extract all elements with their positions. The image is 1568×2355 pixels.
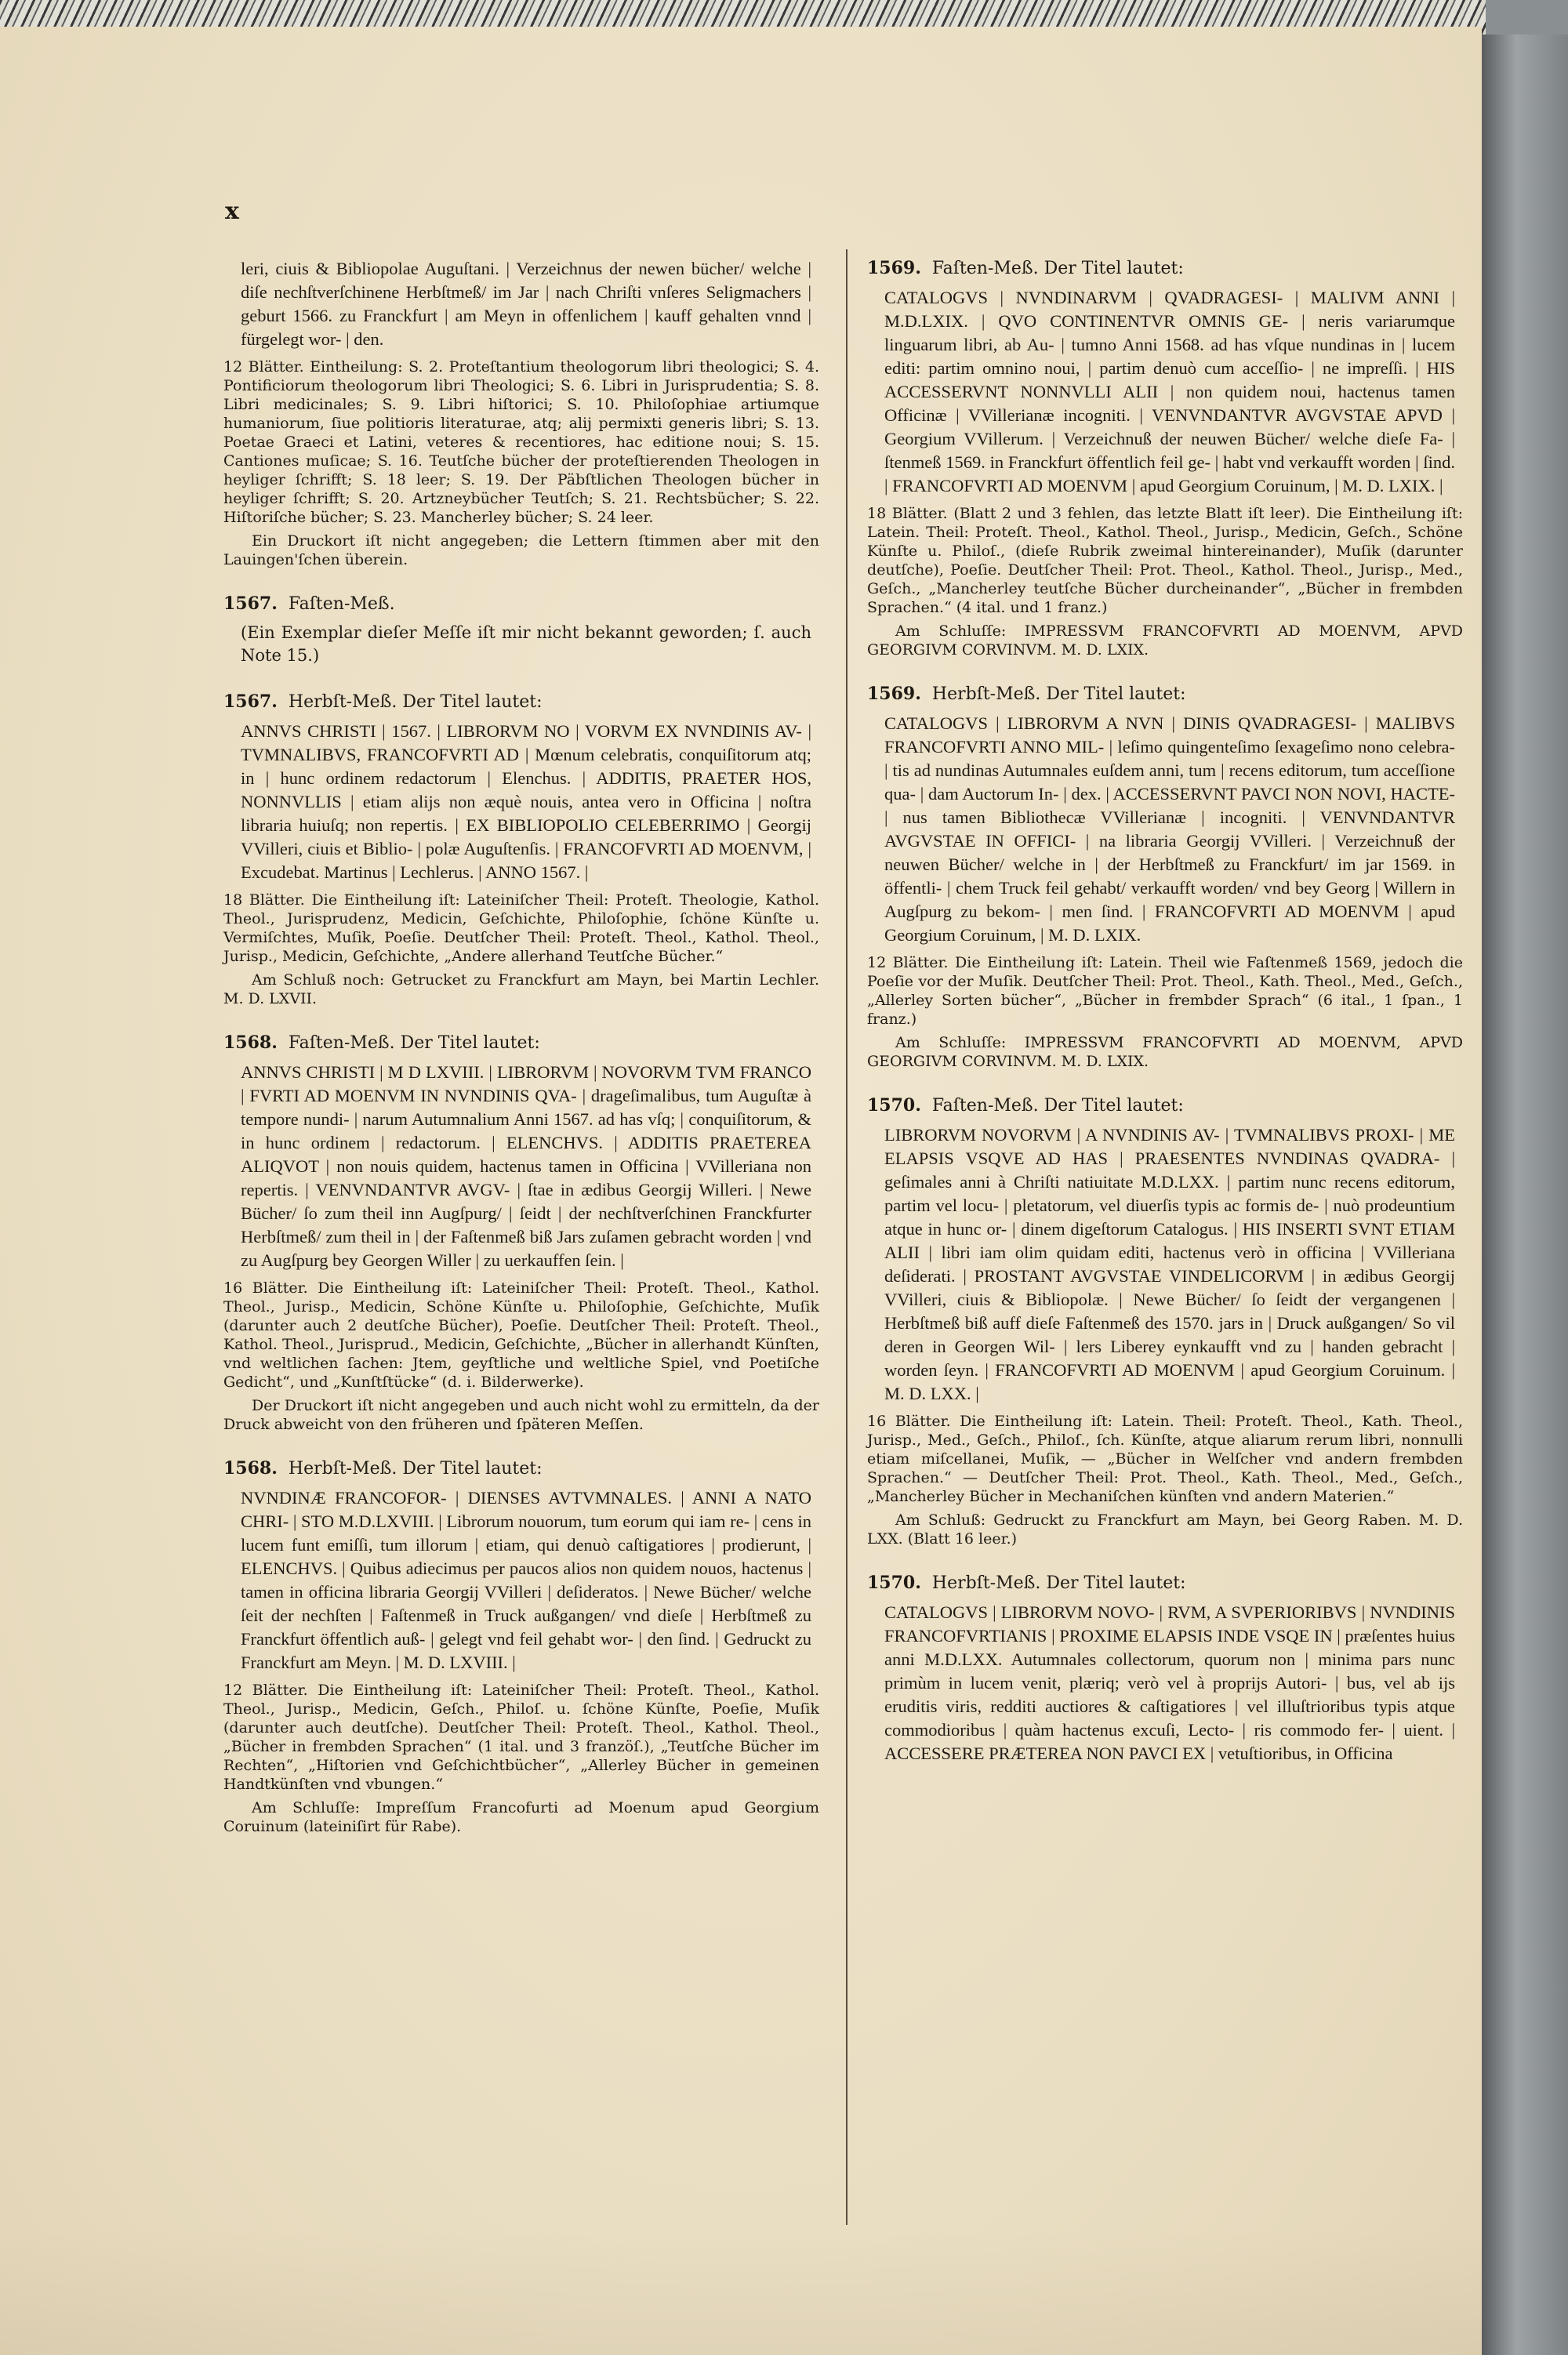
intro-note: Ein Druckort iſt nicht angegeben; die Lettern ſtimmen aber mit den Lauingen'ſchen überein. <box>223 532 819 568</box>
entry-description: 16 Blätter. Die Eintheilung iſt: Latein. Theil: Proteſt. Theol., Kath. Theol., Jurisp., Med., Geſch., Philoſ., ſch. Künſte, atque aliarum rerum libri, nonnulli etiam miſcellanei, Muſik, — „Bücher in Welſcher vnd andern frembden Sprachen.“ — Deutſcher Theil: Prot. Theol., Kath. Theol., Med., Geſch., „Mancherley Bücher in Mechaniſchen künſten vnd andern Materien.“ <box>867 1413 1463 1505</box>
entry-year: 1569. <box>867 684 921 704</box>
entry-title: CATALOGVS | LIBRORVM A NVN | DINIS QVADRAGESI- | MALIBVS FRANCOFVRTI ANNO MIL- | leſimo quingenteſimo ſexageſimo nono celebra- | tis ad nundinas Autumnales euſdem anni, tum | recens editorum, tum acceſſione qua- | dam Auctorum In- | dex. | ACCESSERVNT PAVCI NON NOVI, HACTE- | nus tamen Bibliothecæ VVillerianæ | incogniti. | VENVNDANTVR AVGVSTAE IN OFFICI- | na libraria Georgij VVilleri. | Verzeichnuß der neuwen Bücher/ welche in | der Herbſtmeß zu Franckfurt/ im jar 1569. in öffentli- | chem Truck feil gehabt/ verkaufft worden/ vnd bey Georg | Willern in Augſpurg zu bekom- | men ſind. | FRANCOFVRTI AD MOENVM | apud Georgium Coruinum, | M. D. LXIX. <box>884 713 1455 945</box>
entry-label: Faſten-Meß. Der Titel lautet: <box>288 1033 540 1053</box>
column-divider <box>846 249 848 2225</box>
entry-heading <box>223 1457 819 1480</box>
catalog-entry <box>223 1032 819 1434</box>
entry-heading <box>223 691 819 713</box>
catalog-entry <box>223 691 819 1008</box>
entry-note: Am Schluſſe: IMPRESSVM FRANCOFVRTI AD MOENVM, APVD GEORGIVM CORVINVM. M. D. LXIX. <box>867 1034 1463 1070</box>
entry-year: 1567. <box>223 593 278 614</box>
entry-label: Herbſt-Meß. Der Titel lautet: <box>288 692 543 712</box>
entry-description: 12 Blätter. Die Eintheilung iſt: Latein. Theil wie Faſtenmeß 1569, jedoch die Poeſie vor der Muſik. Deutſcher Theil: Prot. Theol., Kath. Theol., Med., Geſch., „Allerley Sorten bücher“, „Bücher in frembder Sprach“ (6 ital., 1 ſpan., 1 franz.) <box>867 954 1463 1028</box>
entry-title: CATALOGVS | NVNDINARVM | QVADRAGESI- | MALIVM ANNI | M.D.LXIX. | QVO CONTINENTVR OMNIS GE- | neris variarumque linguarum libri, ab Au- | tumno Anni 1568. ad has vſque nundinas in | lucem editi: partim omnino noui, | partim denuò cum acceſſio- | ne impreſſi. | HIS ACCESSERVNT NONNVLLI ALII | non quidem noui, hactenus tamen Officinæ | VVillerianæ incogniti. | VENVNDANTVR AVGVSTAE APVD | Georgium VVillerum. | Verzeichnuß der neuwen Bücher/ welche dieſe Fa- | ſtenmeß 1569. in Franckfurt öffentlich feil ge- | habt vnd verkaufft worden | ſind. | FRANCOFVRTI AD MOENVM | apud Georgium Coruinum, | M. D. LXIX. | <box>884 288 1455 495</box>
entry-label: Herbſt-Meß. Der Titel lautet: <box>931 1573 1186 1593</box>
catalog-entry <box>223 593 819 667</box>
entry-note: Der Druckort iſt nicht angegeben und auch nicht wohl zu ermitteln, da der Druck abweicht von den früheren und ſpäteren Meſſen. <box>223 1397 819 1433</box>
catalog-entry <box>867 1572 1463 1765</box>
catalog-entry <box>867 1094 1463 1548</box>
entry-year: 1568. <box>223 1032 278 1053</box>
entry-year: 1570. <box>867 1095 921 1116</box>
entry-year: 1568. <box>223 1458 278 1479</box>
entry-year: 1567. <box>223 691 278 712</box>
intro-title-text: leri, ciuis & Bibliopolae Auguſtani. | Verzeichnus der newen bücher/ welche | diſe nechſtverſchinene Herbſtmeß/ im Jar | nach Chriſti vnſeres Seligmachers | geburt 1566. zu Franckfurt | am Meyn in offenlichem | kauff gehalten vnnd | fürgelegt wor- | den. <box>241 259 811 349</box>
entry-heading <box>867 1572 1463 1595</box>
entry-label: Herbſt-Meß. Der Titel lautet: <box>931 684 1186 704</box>
page-bottom-shadow <box>0 2230 1482 2355</box>
entry-heading <box>223 593 819 615</box>
entry-description: 18 Blätter. (Blatt 2 und 3 fehlen, das letzte Blatt iſt leer). Die Eintheilung iſt: Latein. Theil: Proteſt. Theol., Kathol. Theol., Jurisp., Medicin, Geſch., Schöne Künſte u. Philoſ., (dieſe Rubrik zweimal hintereinander), Muſik (darunter deutſche), Poeſie. Deutſcher Theil: Prot. Theol., Kathol. Theol., Jurisp., Med., Geſch., „Mancherley teutſche Bücher durcheinander“, „Bücher in frembden Sprachen.“ (4 ital. und 1 franz.) <box>867 505 1463 616</box>
entry-label: Faſten-Meß. <box>288 594 395 614</box>
entry-label: Faſten-Meß. Der Titel lautet: <box>931 259 1184 278</box>
entry-description: 12 Blätter. Die Eintheilung iſt: Lateiniſcher Theil: Proteſt. Theol., Kathol. Theol., Jurisp., Medicin, Geſch., Philoſ. u. ſchöne Künſte, Poeſie, Muſik (darunter auch deutſche). Deutſcher Theil: Proteſt. Theol., Kathol. Theol., „Bücher in frembden Sprachen“ (1 ital. und 3 franzöſ.), „Teutſche Bücher im Rechten“, „Hiſtorien vnd Geſchichtbücher“, „Allerley Bücher in gemeinen Handtkünſten vnd vbungen.“ <box>223 1682 819 1793</box>
entry-note: Am Schluſſe: Impreſſum Francofurti ad Moenum apud Georgium Coruinum (lateiniſirt für Rabe). <box>223 1799 819 1835</box>
entry-year: 1570. <box>867 1573 921 1593</box>
entry-label: Faſten-Meß. Der Titel lautet: <box>931 1096 1184 1116</box>
right-column <box>867 257 1463 1789</box>
entry-year: 1569. <box>867 258 921 278</box>
entry-note: Am Schluſſe: IMPRESSVM FRANCOFVRTI AD MOENVM, APVD GEORGIVM CORVINVM. M. D. LXIX. <box>867 622 1463 659</box>
entry-title: CATALOGVS | LIBRORVM NOVO- | RVM, A SVPERIORIBVS | NVNDINIS FRANCOFVRTIANIS | PROXIME ELAPSIS INDE VSQE IN | præſentes huius anni M.D.LXX. Autumnales collectorum, quorum non | minima pars nunc primùm in lucem venit, plæriq; verò vel à proprijs Autori- | bus, vel ab ijs eruditis viris, redditi auctiores & caſtigatiores | vel illuſtrioribus typis atque commodioribus | quàm hactenus excuſi, Lecto- | ris commodo fer- | uient. | ACCESSERE PRÆTEREA NON PAVCI EX | vetuſtioribus, in Officina <box>884 1602 1455 1763</box>
page-number: x <box>225 198 239 225</box>
left-column <box>223 257 819 1860</box>
entry-description: 16 Blätter. Die Eintheilung iſt: Lateiniſcher Theil: Proteſt. Theol., Kathol. Theol., Jurisp., Medicin, Schöne Künſte u. Philoſophie, Geſchichte, Muſik (darunter auch 2 deutſche Bücher), Poeſie. Deutſcher Theil: Proteſt. Theol., Kathol. Theol., Jurisprud., Medicin, Geſchichte, „Bücher in allerhandt Künſten, vnd weltlichen ſachen: Jtem, geyſtliche und weltliche Spiel, vnd Poetiſche Gedicht“, und „Kunſtſtücke“ (d. i. Bilderwerke). <box>223 1279 819 1391</box>
entry-heading <box>867 257 1463 280</box>
entry-label: Herbſt-Meß. Der Titel lautet: <box>288 1459 543 1479</box>
entry-title: ANNVS CHRISTI | 1567. | LIBRORVM NO | VORVM EX NVNDINIS AV- | TVMNALIBVS, FRANCOFVRTI AD | Mœnum celebratis, conquiſitorum atq; in | hunc ordinem redactorum | Elenchus. | ADDITIS, PRAETER HOS, NONNVLLIS | etiam alijs non æquè nouis, antea vero in Officina | noſtra libraria huiuſq; non repertis. | EX BIBLIOPOLIO CELEBERRIMO | Georgij VVilleri, ciuis et Biblio- | polæ Auguſtenſis. | FRANCOFVRTI AD MOENVM, | Excudebat. Martinus | Lechlerus. | ANNO 1567. | <box>241 721 811 882</box>
entry-heading <box>867 683 1463 706</box>
intro-entry <box>223 257 819 569</box>
entry-note: Am Schluß: Gedruckt zu Franckfurt am Mayn, bei Georg Raben. M. D. LXX. (Blatt 16 leer.) <box>867 1511 1463 1548</box>
entry-lead: (Ein Exemplar dieſer Meſſe iſt mir nicht bekannt geworden; ſ. auch Note 15.) <box>241 623 811 665</box>
catalog-entry <box>867 683 1463 1071</box>
entry-title: NVNDINÆ FRANCOFOR- | DIENSES AVTVMNALES. | ANNI A NATO CHRI- | STO M.D.LXVIII. | Librorum nouorum, tum eorum qui iam re- | cens in lucem funt emiſſi, tum illorum | etiam, qui denuò caſtigatiores | prodierunt, | ELENCHVS. | Quibus adiecimus per paucos alios non quidem nouos, hactenus | tamen in officina libraria Georgij VVilleri | deſideratos. | Newe Bücher/ welche ſeit der nechſten | Faſtenmeß in Truck außgangen/ vnd dieſe | Herbſtmeß zu Franckfurt öffentlich auß- | gelegt vnd feil gehabt wor- | den ſind. | Gedruckt zu Franckfurt am Meyn. | M. D. LXVIII. | <box>241 1488 811 1672</box>
book-edge <box>1482 34 1568 2355</box>
entry-description: 18 Blätter. Die Eintheilung iſt: Lateiniſcher Theil: Proteſt. Theologie, Kathol. Theol., Jurisprudenz, Medicin, Geſchichte, Philoſophie, ſchöne Künſte u. Vermiſchtes, Muſik, Poeſie. Deutſcher Theil: Proteſt. Theol., Kathol. Theol., Jurisp., Medicin, Geſchichte, „Andere allerhand Teutſche Bücher.“ <box>223 891 819 965</box>
catalog-entry <box>223 1457 819 1836</box>
entry-title: LIBRORVM NOVORVM | A NVNDINIS AV- | TVMNALIBVS PROXI- | ME ELAPSIS VSQVE AD HAS | PRAESENTES NVNDINAS QVADRA- | geſimales anni à Chriſti natiuitate M.D.LXX. | partim nunc recens editorum, partim vel locu- | pletatorum, vel diuerſis typis ac formis de- | nuò prodeuntium atque in hunc or- | dinem digeſtorum Catalogus. | HIS INSERTI SVNT ETIAM ALII | libri iam olim quidam editi, hactenus verò in officina | VVilleriana deſiderati. | PROSTANT AVGVSTAE VINDELICORVM | in ædibus Georgij VVilleri, ciuis & Bibliopolæ. | Newe Bücher/ ſo ſeidt der vergangenen | Herbſtmeß biß auff dieſe Faſtenmeß des 1570. jars in | Druck außgangen/ So vil deren in Georgen Wil- | lers Liberey eynkaufft vnd zu | handen gebracht | worden ſeyn. | FRANCOFVRTI AD MOENVM | apud Georgium Coruinum. | M. D. LXX. | <box>884 1125 1455 1403</box>
catalog-entry <box>867 257 1463 659</box>
intro-description: 12 Blätter. Eintheilung: S. 2. Proteſtantium theologorum libri theologici; S. 4. Pontificiorum theologorum libri Theologici; S. 6. Libri in Jurisprudentia; S. 8. Libri medicinales; S. 9. Libri hiſtorici; S. 10. Philoſophiae artiumque humaniorum, ſiue politioris literaturae, atq; alij permixti generis libri; S. 13. Poetae Graeci et Latini, veteres & recentiores, hac editione noui; S. 15. Cantiones muſicae; S. 16. Teutſche bücher der proteſtierenden Theologen in heyliger ſchrifft; S. 18 leer; S. 19. Der Päbſtlichen Theologen bücher in heyliger ſchrifft; S. 20. Artzneybücher Teutſch; S. 21. Rechtsbücher; S. 22. Hiſtoriſche bücher; S. 23. Mancherley bücher; S. 24 leer. <box>223 358 819 526</box>
entry-title: ANNVS CHRISTI | M D LXVIII. | LIBRORVM | NOVORVM TVM FRANCO | FVRTI AD MOENVM IN NVNDINIS QVA- | drageſimalibus, tum Auguſtæ à tempore nundi- | narum Autumnalium Anni 1567. ad has vſq; | conquiſitorum, & in hunc ordinem | redactorum. | ELENCHVS. | ADDITIS PRAETEREA ALIQVOT | non nouis quidem, hactenus tamen in Officina | VVilleriana non repertis. | VENVNDANTVR AVGV- | ſtae in ædibus Georgij Willeri. | Newe Bücher/ ſo zum theil inn Augſpurg/ | ſeidt | der nechſtverſchinen Franckfurter Herbſtmeß/ zum theil in | der Faſtenmeß biß Jars zuſamen gebracht worden | vnd zu Augſpurg bey Georgen Willer | zu uerkauffen ſein. | <box>241 1062 811 1270</box>
entry-heading <box>867 1094 1463 1117</box>
entry-note: Am Schluß noch: Getrucket zu Franckfurt am Mayn, bei Martin Lechler. M. D. LXVII. <box>223 971 819 1007</box>
entry-heading <box>223 1032 819 1054</box>
